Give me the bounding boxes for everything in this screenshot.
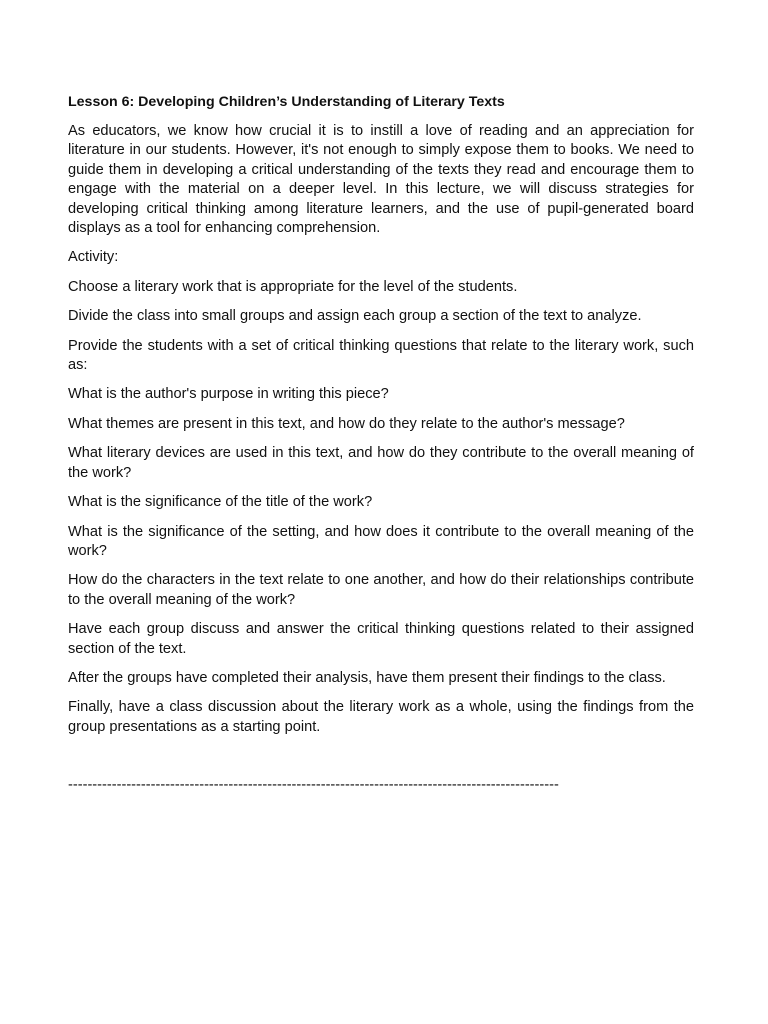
critical-question: What themes are present in this text, and how do they relate to the author's message? (68, 415, 625, 432)
closing-step: Have each group discuss and answer the critical thinking questions related to their assigned section of the text. (68, 621, 694, 657)
critical-question: What is the significance of the setting, and how does it contribute to the overall meaning of the work? (68, 523, 694, 559)
critical-question: What is the significance of the title of the work? (68, 494, 373, 511)
dashed-divider: ----------------------------------------------------------------------------------------------------- (68, 777, 559, 794)
critical-question: What is the author's purpose in writing this piece? (68, 386, 389, 403)
activity-label: Activity: (68, 249, 119, 266)
critical-question: How do the characters in the text relate to one another, and how do their relationships contribute to the overall meaning of the work? (68, 572, 694, 608)
closing-step: After the groups have completed their analysis, have them present their findings to the class. (68, 669, 666, 686)
activity-step: Provide the students with a set of critical thinking questions that relate to the literary work, such as: (68, 337, 694, 374)
closing-step: Finally, have a class discussion about the literary work as a whole, using the findings from the group presentations as a starting point. (68, 699, 694, 735)
document-page (68, 92, 694, 796)
intro-paragraph: As educators, we know how crucial it is to instill a love of reading and an appreciation for literature in our students. However, it's not enough to simply expose them to books. We need to guide them in developing a critical understanding of the texts they read and encourage them to engage with the material on a deeper level. In this lecture, we will discuss strategies for developing critical thinking among literature learners, and the use of pupil-generated board displays as a tool for enhancing comprehension. (68, 123, 694, 237)
activity-step: Choose a literary work that is appropriate for the level of the students. (68, 278, 518, 295)
critical-question: What literary devices are used in this text, and how do they contribute to the overall meaning of the work? (68, 445, 694, 481)
activity-step: Divide the class into small groups and assign each group a section of the text to analyze. (68, 308, 642, 325)
lesson-title: Lesson 6: Developing Children’s Understanding of Literary Texts (68, 94, 505, 110)
